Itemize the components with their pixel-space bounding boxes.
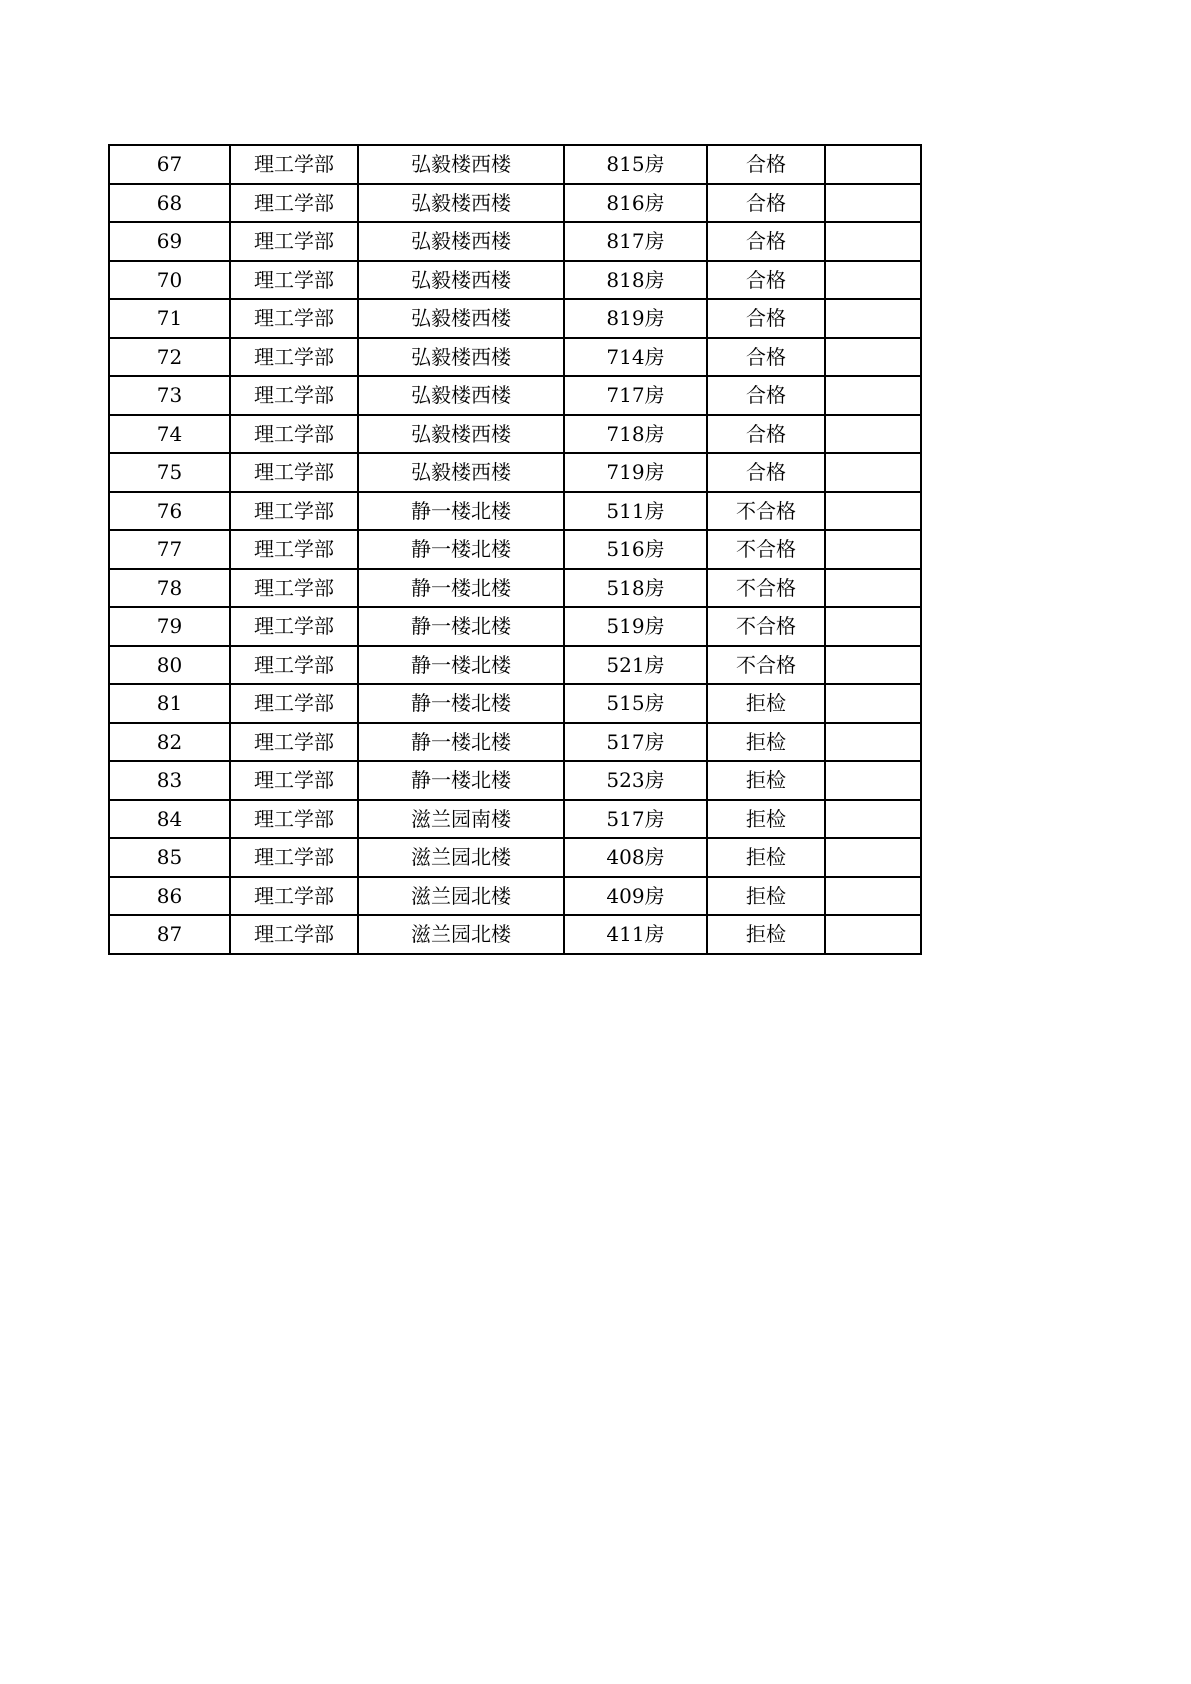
table-row	[109, 453, 921, 492]
table-row	[109, 877, 921, 916]
cell-note	[825, 646, 921, 685]
table-row	[109, 607, 921, 646]
cell-note	[825, 569, 921, 608]
cell-number: 76	[109, 492, 230, 531]
cell-building: 静一楼北楼	[358, 492, 564, 531]
cell-building: 滋兰园南楼	[358, 800, 564, 839]
cell-note	[825, 530, 921, 569]
cell-department: 理工学部	[230, 607, 358, 646]
cell-building: 弘毅楼西楼	[358, 338, 564, 377]
cell-result: 合格	[707, 184, 825, 223]
cell-result: 合格	[707, 415, 825, 454]
table-body	[109, 145, 921, 954]
table-row	[109, 261, 921, 300]
cell-number: 73	[109, 376, 230, 415]
cell-room: 519房	[564, 607, 707, 646]
cell-department: 理工学部	[230, 299, 358, 338]
table-row	[109, 838, 921, 877]
cell-building: 滋兰园北楼	[358, 877, 564, 916]
cell-number: 72	[109, 338, 230, 377]
cell-result: 不合格	[707, 492, 825, 531]
cell-department: 理工学部	[230, 338, 358, 377]
cell-room: 815房	[564, 145, 707, 184]
cell-result: 合格	[707, 299, 825, 338]
cell-room: 818房	[564, 261, 707, 300]
cell-building: 滋兰园北楼	[358, 915, 564, 954]
cell-department: 理工学部	[230, 646, 358, 685]
cell-number: 70	[109, 261, 230, 300]
cell-building: 弘毅楼西楼	[358, 376, 564, 415]
cell-result: 拒检	[707, 684, 825, 723]
cell-result: 拒检	[707, 915, 825, 954]
cell-number: 87	[109, 915, 230, 954]
table-row	[109, 569, 921, 608]
cell-number: 71	[109, 299, 230, 338]
cell-note	[825, 800, 921, 839]
cell-department: 理工学部	[230, 761, 358, 800]
table-row	[109, 915, 921, 954]
table-row	[109, 530, 921, 569]
cell-result: 拒检	[707, 761, 825, 800]
cell-building: 弘毅楼西楼	[358, 299, 564, 338]
cell-note	[825, 338, 921, 377]
cell-building: 静一楼北楼	[358, 607, 564, 646]
cell-room: 521房	[564, 646, 707, 685]
cell-room: 719房	[564, 453, 707, 492]
cell-room: 516房	[564, 530, 707, 569]
cell-room: 518房	[564, 569, 707, 608]
cell-building: 弘毅楼西楼	[358, 184, 564, 223]
cell-room: 515房	[564, 684, 707, 723]
cell-number: 81	[109, 684, 230, 723]
cell-note	[825, 222, 921, 261]
cell-note	[825, 761, 921, 800]
table-row	[109, 145, 921, 184]
cell-building: 静一楼北楼	[358, 569, 564, 608]
cell-number: 86	[109, 877, 230, 916]
cell-room: 411房	[564, 915, 707, 954]
cell-result: 合格	[707, 145, 825, 184]
cell-room: 511房	[564, 492, 707, 531]
cell-department: 理工学部	[230, 145, 358, 184]
cell-note	[825, 376, 921, 415]
cell-building: 滋兰园北楼	[358, 838, 564, 877]
cell-room: 523房	[564, 761, 707, 800]
cell-room: 517房	[564, 800, 707, 839]
cell-number: 79	[109, 607, 230, 646]
cell-note	[825, 723, 921, 762]
cell-result: 合格	[707, 261, 825, 300]
cell-room: 517房	[564, 723, 707, 762]
cell-building: 弘毅楼西楼	[358, 145, 564, 184]
cell-department: 理工学部	[230, 569, 358, 608]
table-row	[109, 492, 921, 531]
cell-result: 合格	[707, 338, 825, 377]
cell-room: 717房	[564, 376, 707, 415]
table-row	[109, 338, 921, 377]
cell-room: 817房	[564, 222, 707, 261]
cell-building: 弘毅楼西楼	[358, 222, 564, 261]
cell-number: 78	[109, 569, 230, 608]
cell-room: 816房	[564, 184, 707, 223]
cell-result: 不合格	[707, 607, 825, 646]
cell-note	[825, 838, 921, 877]
cell-building: 弘毅楼西楼	[358, 261, 564, 300]
cell-number: 85	[109, 838, 230, 877]
cell-department: 理工学部	[230, 800, 358, 839]
cell-result: 合格	[707, 222, 825, 261]
table-row	[109, 376, 921, 415]
cell-department: 理工学部	[230, 915, 358, 954]
cell-note	[825, 145, 921, 184]
cell-room: 718房	[564, 415, 707, 454]
cell-result: 不合格	[707, 569, 825, 608]
cell-department: 理工学部	[230, 492, 358, 531]
cell-number: 80	[109, 646, 230, 685]
table-row	[109, 646, 921, 685]
cell-result: 不合格	[707, 646, 825, 685]
cell-result: 拒检	[707, 800, 825, 839]
table-row	[109, 299, 921, 338]
cell-building: 弘毅楼西楼	[358, 453, 564, 492]
table-row	[109, 415, 921, 454]
cell-result: 合格	[707, 376, 825, 415]
cell-number: 67	[109, 145, 230, 184]
table-row	[109, 723, 921, 762]
table-row	[109, 184, 921, 223]
cell-note	[825, 684, 921, 723]
cell-department: 理工学部	[230, 530, 358, 569]
cell-department: 理工学部	[230, 184, 358, 223]
cell-building: 静一楼北楼	[358, 684, 564, 723]
table-row	[109, 761, 921, 800]
cell-department: 理工学部	[230, 453, 358, 492]
cell-note	[825, 261, 921, 300]
cell-number: 74	[109, 415, 230, 454]
cell-number: 75	[109, 453, 230, 492]
cell-note	[825, 492, 921, 531]
cell-department: 理工学部	[230, 877, 358, 916]
cell-department: 理工学部	[230, 261, 358, 300]
cell-note	[825, 184, 921, 223]
cell-result: 拒检	[707, 877, 825, 916]
table-row	[109, 800, 921, 839]
table-row	[109, 222, 921, 261]
cell-note	[825, 915, 921, 954]
cell-note	[825, 299, 921, 338]
cell-room: 819房	[564, 299, 707, 338]
cell-room: 408房	[564, 838, 707, 877]
cell-result: 不合格	[707, 530, 825, 569]
cell-number: 69	[109, 222, 230, 261]
cell-number: 68	[109, 184, 230, 223]
cell-result: 拒检	[707, 723, 825, 762]
inspection-table	[108, 144, 922, 955]
cell-building: 静一楼北楼	[358, 723, 564, 762]
cell-number: 77	[109, 530, 230, 569]
table-row	[109, 684, 921, 723]
cell-building: 静一楼北楼	[358, 761, 564, 800]
cell-room: 714房	[564, 338, 707, 377]
cell-building: 弘毅楼西楼	[358, 415, 564, 454]
cell-number: 82	[109, 723, 230, 762]
cell-note	[825, 607, 921, 646]
cell-building: 静一楼北楼	[358, 646, 564, 685]
cell-number: 83	[109, 761, 230, 800]
cell-department: 理工学部	[230, 222, 358, 261]
cell-note	[825, 877, 921, 916]
cell-note	[825, 415, 921, 454]
cell-building: 静一楼北楼	[358, 530, 564, 569]
cell-department: 理工学部	[230, 415, 358, 454]
cell-department: 理工学部	[230, 723, 358, 762]
cell-department: 理工学部	[230, 838, 358, 877]
cell-room: 409房	[564, 877, 707, 916]
cell-department: 理工学部	[230, 376, 358, 415]
cell-result: 拒检	[707, 838, 825, 877]
cell-note	[825, 453, 921, 492]
cell-result: 合格	[707, 453, 825, 492]
cell-department: 理工学部	[230, 684, 358, 723]
cell-number: 84	[109, 800, 230, 839]
